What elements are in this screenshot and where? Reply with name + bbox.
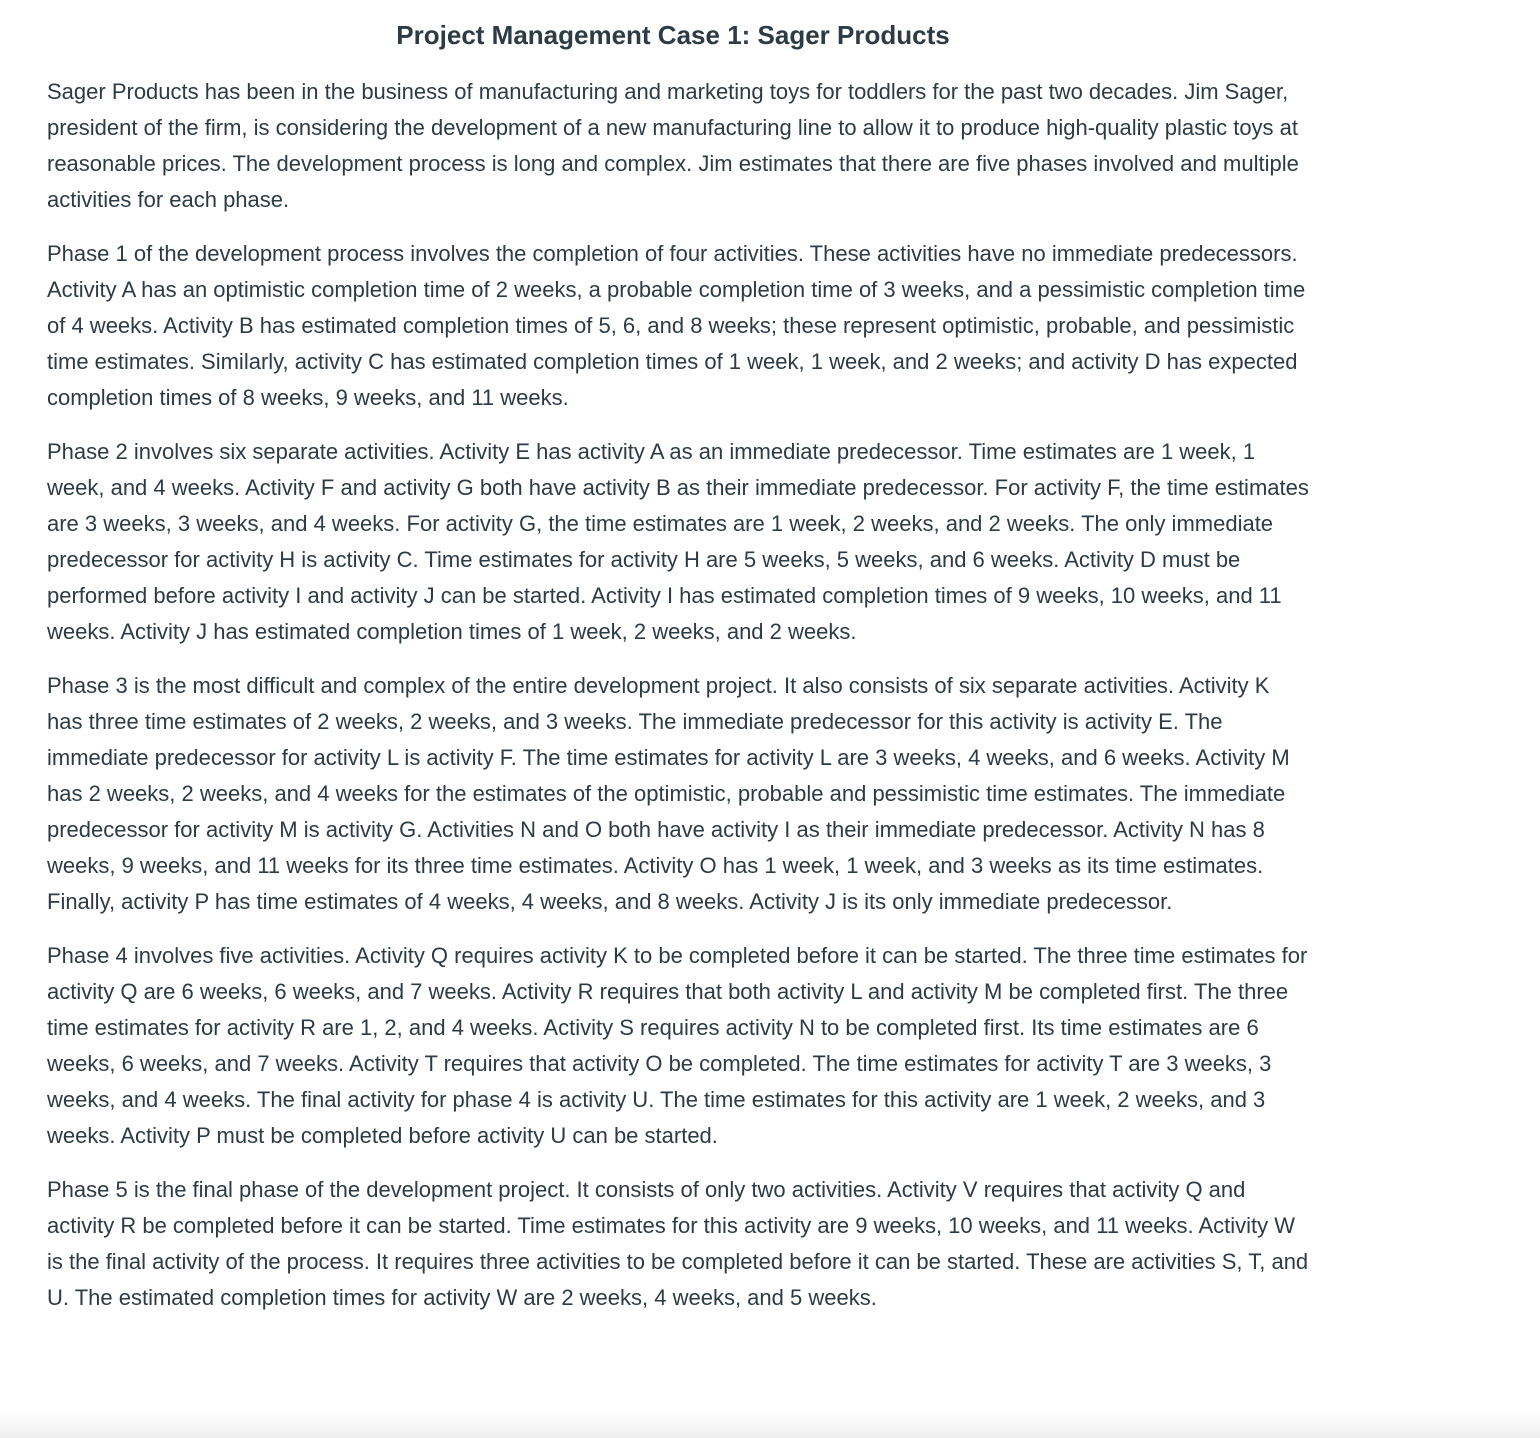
document-title: Project Management Case 1: Sager Products	[396, 20, 950, 50]
case-document	[47, 14, 1309, 1334]
paragraph-intro: Sager Products has been in the business of manufacturing and marketing toys for toddlers for the past two decades. Jim Sager, president of the firm, is considering the development of a new manufacturing line to allow it to produce high-quality plastic toys at reasonable prices. The development process is long and complex. Jim estimates that there are five phases involved and multiple activities for each phase.	[47, 79, 1299, 212]
paragraph-phase-5: Phase 5 is the final phase of the development project. It consists of only two activities. Activity V requires that activity Q and activity R be completed before it can be started. Time estimates for this activity are 9 weeks, 10 weeks, and 11 weeks. Activity W is the final activity of the process. It requires three activities to be completed before it can be started. These are activities S, T, and U. The estimated completion times for activity W are 2 weeks, 4 weeks, and 5 weeks.	[47, 1177, 1309, 1310]
bottom-edge-shadow	[0, 1412, 1540, 1438]
paragraph-phase-2: Phase 2 involves six separate activities. Activity E has activity A as an immediate predecessor. Time estimates are 1 week, 1 week, and 4 weeks. Activity F and activity G both have activity B as their immediate predecessor. For activity F, the time estimates are 3 weeks, 3 weeks, and 4 weeks. For activity G, the time estimates are 1 week, 2 weeks, and 2 weeks. The only immediate predecessor for activity H is activity C. Time estimates for activity H are 5 weeks, 5 weeks, and 6 weeks. Activity D must be performed before activity I and activity J can be started. Activity I has estimated completion times of 9 weeks, 10 weeks, and 11 weeks. Activity J has estimated completion times of 1 week, 2 weeks, and 2 weeks.	[47, 439, 1309, 644]
paragraph-phase-1: Phase 1 of the development process involves the completion of four activities. These activities have no immediate predecessors. Activity A has an optimistic completion time of 2 weeks, a probable completion time of 3 weeks, and a pessimistic completion time of 4 weeks. Activity B has estimated completion times of 5, 6, and 8 weeks; these represent optimistic, probable, and pessimistic time estimates. Similarly, activity C has estimated completion times of 1 week, 1 week, and 2 weeks; and activity D has expected completion times of 8 weeks, 9 weeks, and 11 weeks.	[47, 241, 1306, 410]
paragraph-phase-4: Phase 4 involves five activities. Activity Q requires activity K to be completed before it can be started. The three time estimates for activity Q are 6 weeks, 6 weeks, and 7 weeks. Activity R requires that both activity L and activity M be completed first. The three time estimates for activity R are 1, 2, and 4 weeks. Activity S requires activity N to be completed first. Its time estimates are 6 weeks, 6 weeks, and 7 weeks. Activity T requires that activity O be completed. The time estimates for activity T are 3 weeks, 3 weeks, and 4 weeks. The final activity for phase 4 is activity U. The time estimates for this activity are 1 week, 2 weeks, and 3 weeks. Activity P must be completed before activity U can be started.	[47, 943, 1308, 1148]
paragraph-phase-3: Phase 3 is the most difficult and complex of the entire development project. It also consists of six separate activities. Activity K has three time estimates of 2 weeks, 2 weeks, and 3 weeks. The immediate predecessor for this activity is activity E. The immediate predecessor for activity L is activity F. The time estimates for activity L are 3 weeks, 4 weeks, and 6 weeks. Activity M has 2 weeks, 2 weeks, and 4 weeks for the estimates of the optimistic, probable and pessimistic time estimates. The immediate predecessor for activity M is activity G. Activities N and O both have activity I as their immediate predecessor. Activity N has 8 weeks, 9 weeks, and 11 weeks for its three time estimates. Activity O has 1 week, 1 week, and 3 weeks as its time estimates. Finally, activity P has time estimates of 4 weeks, 4 weeks, and 8 weeks. Activity J is its only immediate predecessor.	[47, 673, 1290, 914]
